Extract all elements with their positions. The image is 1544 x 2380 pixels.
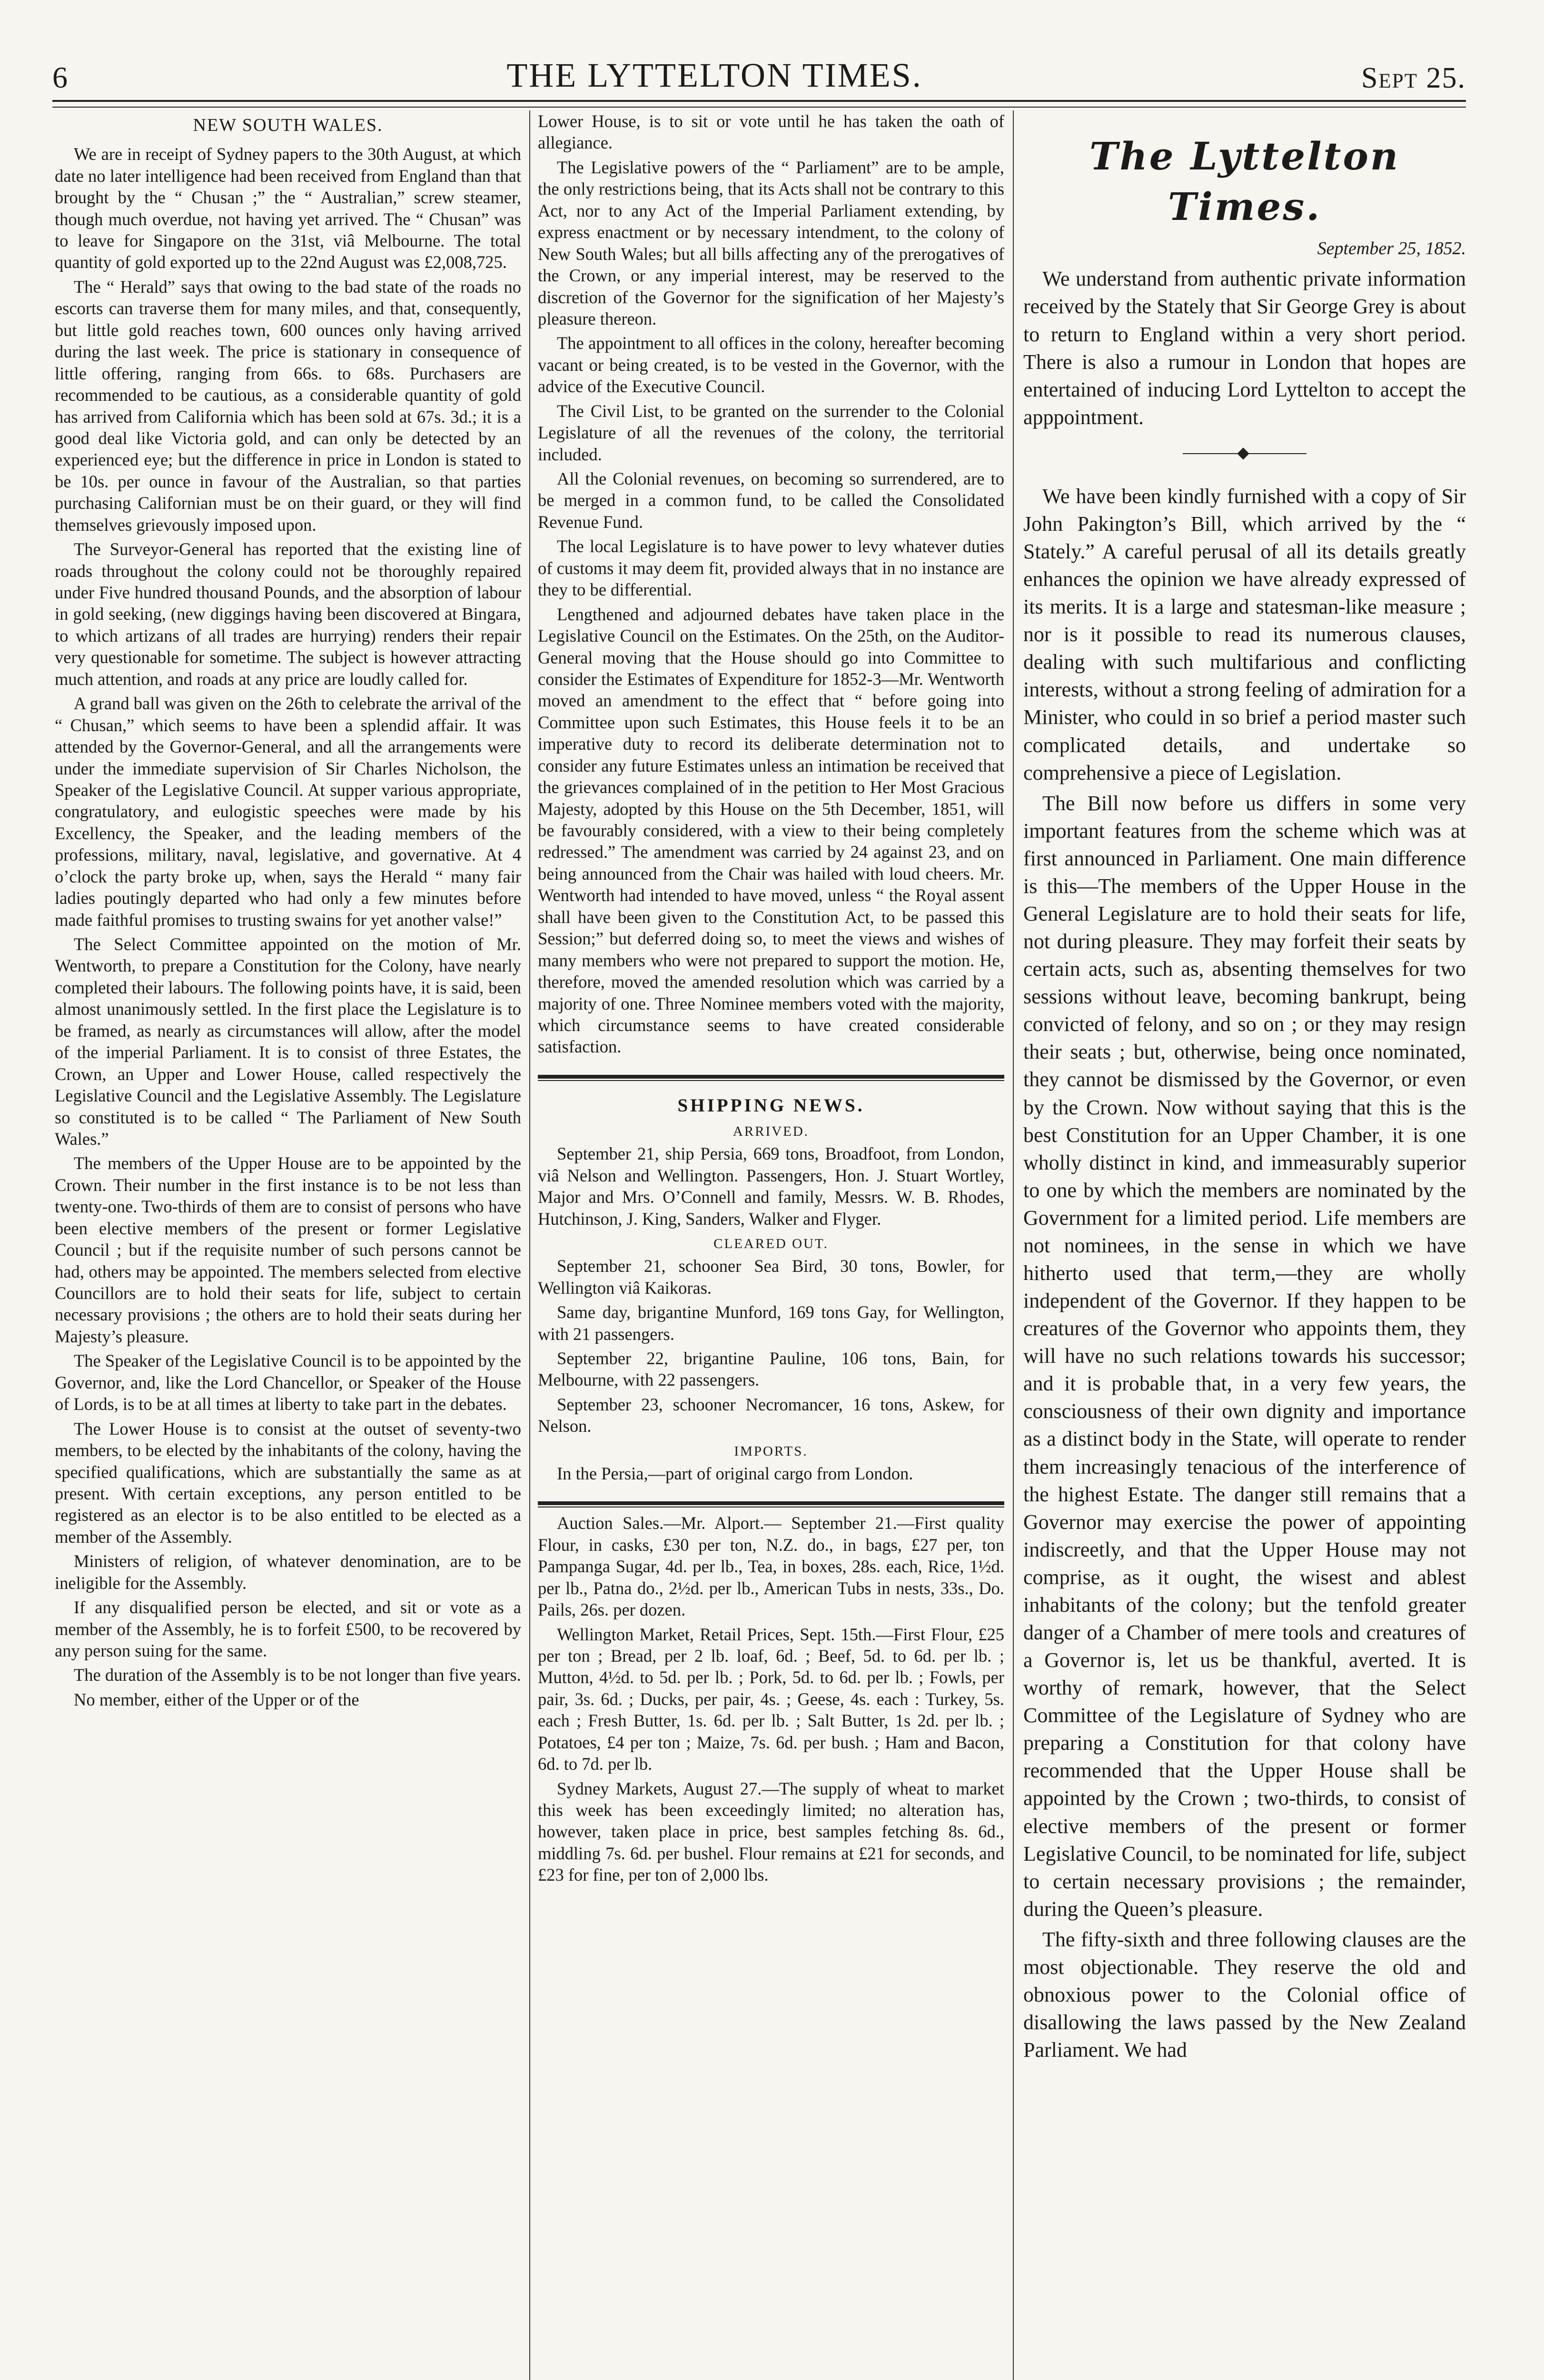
- article-paragraph: If any disqualified person be elected, and sit or vote as a member of the Assembly, he is to forfeit £500, to be recovered by any person suing for the same.: [55, 1597, 521, 1661]
- article-paragraph: All the Colonial revenues, on becoming so surrendered, are to be merged in a common fund, to be called the Consolidated Revenue Fund.: [538, 469, 1004, 532]
- editorial-dateline: September 25, 1852.: [1317, 238, 1466, 259]
- section-rule: [538, 1501, 1004, 1507]
- editorial-paragraph: We understand from authentic private information received by the Stately that Sir George Grey is about to return to England within a very short period. There is also a rumour in London that hopes are entertained of inducing Lord Lyttelton to accept the apppointment.: [1023, 267, 1466, 429]
- article-paragraph: A grand ball was given on the 26th to celebrate the arrival of the “ Chusan,” which seems to have been a splendid affair. It was attended by the Governor-General, and all the arrangements were under the immediate supervision of Sir Charles Nicholson, the Speaker of the Legislative Council. At supper various appropriate, congratulatory, and eulogistic speeches were made by his Excellency, the Speaker, and the leading members of the professions, military, naval, legislative, and governative. At 4 o’clock the party broke up, when, says the Herald “ many fair ladies poutingly departed who had only a few minutes before made faithful promises to trusting swains for yet another valse!”: [55, 694, 521, 930]
- article-paragraph: The Surveyor-General has reported that the existing line of roads throughout the colony could not be thoroughly repaired under Five hundred thousand Pounds, and the absorption of labour in gold seeking, (new diggings having been discovered at Bingara, to which artizans of all trades are hurrying) renders their repair very questionable for sometime. The subject is however attracting much attention, and roads at any price are loudly called for.: [55, 539, 521, 689]
- cleared-out-heading: CLEARED OUT.: [713, 1236, 829, 1252]
- article-paragraph: The duration of the Assembly is to be not longer than five years.: [74, 1665, 521, 1685]
- page-header: [52, 33, 1466, 95]
- column-divider: [529, 110, 530, 2380]
- market-report: Auction Sales.—Mr. Alport.— September 21.—First quality Flour, in casks, £30 per ton, N.Z. do., in bags, £27 per, ton Pampanga Sugar, 4d. per lb., Tea, in boxes, 28s. each, Rice, 1½d. per lb., Patna do., 2½d. per lb., American Tubs in nests, 33s., Do. Pails, 26s. per dozen.: [538, 1513, 1004, 1620]
- article-paragraph: The Select Committee appointed on the motion of Mr. Wentworth, to prepare a Constitution for the Colony, have nearly completed their labours. The following points have, it is said, been almost unanimously settled. In the first place the Legislature is to be framed, as nearly as circumstances will allow, after the model of the imperial Parliament. It is to consist of three Estates, the Crown, an Upper and Lower House, called respectively the Legislative Council and the Legislative Assembly. The Legislature so constituted is to be called “ The Parliament of New South Wales.”: [55, 934, 521, 1149]
- article-paragraph: Lower House, is to sit or vote until he has taken the oath of allegiance.: [538, 111, 1004, 153]
- section-heading: NEW SOUTH WALES.: [193, 115, 383, 135]
- header-rule: [52, 100, 1466, 108]
- clearance-entry: Same day, brigantine Munford, 169 tons Gay, for Wellington, with 21 passengers.: [538, 1302, 1004, 1344]
- article-paragraph: No member, either of the Upper or of the: [74, 1689, 359, 1709]
- article-paragraph: We are in receipt of Sydney papers to the 30th August, at which date no later intelligence had been received from England than that brought by the “ Chusan ;” the “ Australian,” screw steamer, though much overdue, not having yet arrived. The “ Chusan” was to leave for Singapore on the 31st, viâ Melbourne. The total quantity of gold exported up to the 22nd August was £2,008,725.: [55, 144, 521, 272]
- market-report: Wellington Market, Retail Prices, Sept. 15th.—First Flour, £25 per ton ; Bread, per 2 lb. loaf, 6d. ; Beef, 5d. to 6d. per lb. ; Mutton, 4½d. to 5d. per lb. ; Pork, 5d. to 6d. per lb. ; Fowls, per pair, 3s. 6d. ; Ducks, per pair, 4s. ; Geese, 4s. each : Turkey, 5s. each ; Fresh Butter, 1s. 6d. per lb. ; Salt Butter, 1s 2d. per lb. ; Potatoes, £4 per ton ; Maize, 7s. 6d. per bush. ; Ham and Bacon, 6d. to 7d. per lb.: [538, 1624, 1004, 1774]
- editorial-paragraph: The fifty-sixth and three following clauses are the most objectionable. They reserve the old and obnoxious power to the Colonial office of disallowing the laws passed by the New Zealand Parliament. We had: [1023, 1927, 1466, 2062]
- clearance-entry: September 22, brigantine Pauline, 106 tons, Bain, for Melbourne, with 22 passengers.: [538, 1349, 1004, 1390]
- editorial-paragraph: We have been kindly furnished with a copy of Sir John Pakington’s Bill, which arrived by the “ Stately.” A careful perusal of all its details greatly enhances the opinion we have already expressed of its merits. It is a large and statesman-like measure ; nor is it possible to read its numerous clauses, dealing with such multifarious and conflicting interests, without a strong feeling of admiration for a Minister, who could in so brief a period master such complicated details, and undertake so comprehensive a piece of Legislation.: [1023, 484, 1466, 784]
- article-paragraph: The Legislative powers of the “ Parliament” are to be ample, the only restrictions being, that its Acts shall not be contrary to this Act, nor to any Act of the Imperial Parliament extending, by express enactment or by necessary intendment, to the colony of New South Wales; but all bills affecting any of the prerogatives of the Crown, or any imperial interest, may be reserved to the discretion of the Governor for the signification of her Majesty’s pleasure thereon.: [538, 157, 1004, 328]
- page-number: 6: [52, 60, 68, 94]
- arrived-heading: ARRIVED.: [732, 1124, 810, 1140]
- section-rule: [538, 1075, 1004, 1081]
- arrival-entry: September 21, ship Persia, 669 tons, Broadfoot, from London, viâ Nelson and Wellington. Passengers, Hon. J. Stuart Wortley, Major and Mrs. O’Connell and family, Messrs. W. B. Rhodes, Hutchinson, J. King, Sanders, Walker and Flyger.: [538, 1144, 1004, 1229]
- column-new-south-wales: [55, 110, 521, 2380]
- import-entry: In the Persia,—part of original cargo from London.: [557, 1463, 913, 1483]
- market-report: Sydney Markets, August 27.—The supply of wheat to market this week has been exceedingly limited; no alteration has, however, taken place in price, best samples fetching 8s. 6d., middling 7s. 6d. per bushel. Flour remains at £21 for seconds, and £23 for fine, per ton of 2,000 lbs.: [538, 1778, 1004, 1885]
- shipping-news-heading: SHIPPING NEWS.: [677, 1095, 865, 1116]
- imports-heading: IMPORTS.: [734, 1443, 808, 1459]
- column-editorial: [1023, 110, 1466, 2380]
- clearance-entry: September 23, schooner Necromancer, 16 tons, Askew, for Nelson.: [538, 1394, 1004, 1436]
- editorial-masthead: The Lyttelton Times.: [1089, 134, 1400, 229]
- ornamental-divider: [1183, 453, 1306, 454]
- article-paragraph: The “ Herald” says that owing to the bad state of the roads no escorts can traverse them for many miles, and that, consequently, but little gold reaches town, 600 ounces only having arrived during the last week. The price is stationary in consequence of little offering, ranging from 66s. to 68s. Purchasers are recommended to be cautious, as a considerable quantity of gold has arrived from California which has been sold at 67s. 3d.; it is a good deal like Victoria gold, and can only be detected by an experienced eye; but the difference in price in London is stated to be 10s. per ounce in favour of the Australian, so that parties purchasing Californian must be on their guard, or they will find themselves grievously imposed upon.: [55, 277, 521, 535]
- article-paragraph: The Civil List, to be granted on the surrender to the Colonial Legislature of all the revenues of the colony, the territorial included.: [538, 401, 1004, 464]
- column-divider: [1013, 110, 1014, 2380]
- article-paragraph: The Speaker of the Legislative Council is to be appointed by the Governor, and, like the Lord Chancellor, or Speaker of the House of Lords, is to be at all times at liberty to take part in the debates.: [55, 1351, 521, 1414]
- header-date: Sept 25.: [1361, 62, 1466, 94]
- editorial-paragraph: The Bill now before us differs in some very important features from the scheme which was at first announced in Parliament. One main difference is this—The members of the Upper House in the General Legislature are to hold their seats for life, not during pleasure. They may forfeit their seats by certain acts, such as, absenting themselves for two sessions without leave, becoming bankrupt, being convicted of felony, and so on ; or they may resign their seats ; but, otherwise, being once nominated, they cannot be dismissed by the Governor, or even by the Crown. Now without saying that this is the best Constitution for an Upper Chamber, it is one wholly distinct in kind, and immeasurably superior to one by which the members are nominated by the Government for a limited period. Life members are not nominees, in the sense in which we have hitherto used that term,—they are wholly independent of the Governor. If they happen to be creatures of the Governor who appoints them, they will have no such relations towards his successor; and it is probable that, in a very few years, the consciousness of their own dignity and importance as a distinct body in the State, will operate to render them increasingly tenacious of the interference of the highest Estate. The danger still remains that a Governor may exercise the power of appointing indiscreetly, and that the Upper House may not comprise, as it ought, the wisest and ablest inhabitants of the colony; but the tenfold greater danger of a Chamber of mere tools and creatures of a Governor is, let us be thankful, averted. It is worthy of remark, however, that the Select Committee of the Legislature of Sydney who are preparing a Constitution for that colony have recommended that the Upper House shall be appointed by the Crown ; two-thirds, to consist of elective members of the present or former Legislative Council, to be nominated for life, subject to certain necessary provisions ; the remainder, during the Queen’s pleasure.: [1023, 791, 1466, 1921]
- clearance-entry: September 21, schooner Sea Bird, 30 tons, Bowler, for Wellington viâ Kaikoras.: [538, 1256, 1004, 1298]
- newspaper-title: THE LYTTELTON TIMES.: [506, 56, 922, 94]
- article-paragraph: Lengthened and adjourned debates have taken place in the Legislative Council on the Estimates. On the 25th, on the Auditor-General moving that the House should go into Committee to consider the Estimates of Expenditure for 1852-3—Mr. Wentworth moved an amendment to the effect that “ before going into Committee upon such Estimates, this House feels it to be an imperative duty to record its deliberate determination not to consider any future Estimates unless an intimation be received that the grievances complained of in the petition to Her Most Gracious Majesty, adopted by this House on the 5th December, 1851, will be favourably considered, with a view to their being completely redressed.” The amendment was carried by 24 against 23, and on being announced from the Chair was hailed with loud cheers. Mr. Wentworth had intended to have moved, unless “ the Royal assent shall have been given to the Constitution Act, to be passed this Session;” but deferred doing so, to meet the views and wishes of many members who were not prepared to support the motion. He, therefore, moved the amended resolution which was carried by a majority of one. Three Nominee members voted with the majority, which circumstance seems to have created considerable satisfaction.: [538, 604, 1004, 1057]
- article-paragraph: Ministers of religion, of whatever denomination, are to be ineligible for the Assembly.: [55, 1551, 521, 1593]
- article-paragraph: The local Legislature is to have power to levy whatever duties of customs it may deem fit, provided always that in no instance are they to be differential.: [538, 536, 1004, 600]
- article-paragraph: The appointment to all offices in the colony, hereafter becoming vacant or being created, is to be vested in the Governor, with the advice of the Executive Council.: [538, 333, 1004, 397]
- article-paragraph: The Lower House is to consist at the outset of seventy-two members, to be elected by the inhabitants of the colony, having the specified qualifications, which are substantially the same as at present. With certain exceptions, any person entitled to be registered as an elector is to be also entitled to be elected as a member of the Assembly.: [55, 1418, 521, 1547]
- article-paragraph: The members of the Upper House are to be appointed by the Crown. Their number in the first instance is to be not less than twenty-one. Two-thirds of them are to consist of persons who have been elective members of the present or former Legislative Council ; but if the requisite number of such persons cannot be had, others may be appointed. The members selected from elective Councillors are to hold their seats for life, subject to certain necessary provisions ; the others are to hold their seats during her Majesty’s pleasure.: [55, 1153, 521, 1346]
- column-legislature-shipping: [538, 110, 1004, 2380]
